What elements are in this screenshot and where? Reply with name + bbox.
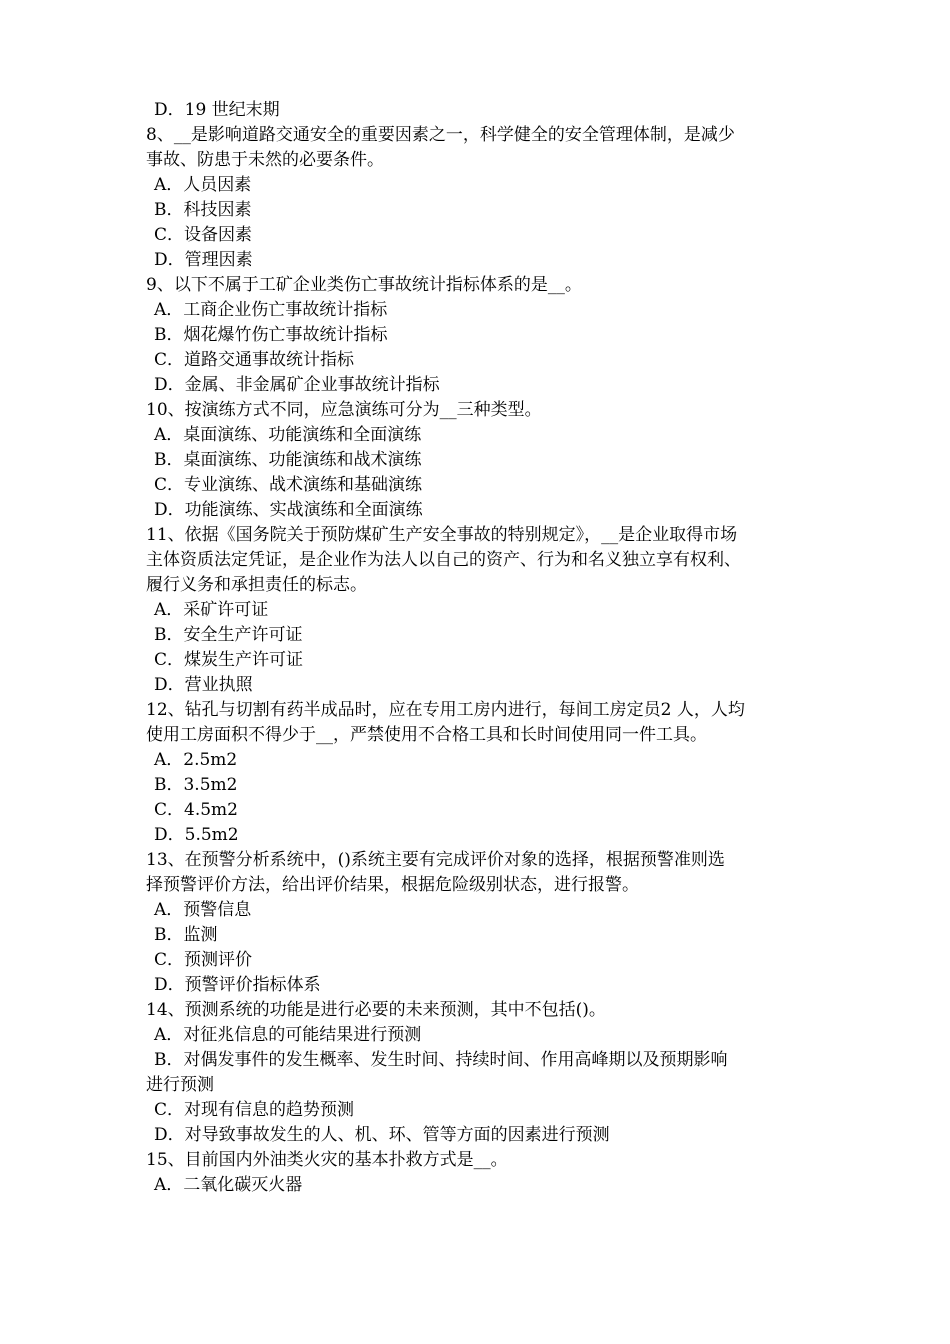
answer-option: B．科技因素 — [154, 200, 252, 220]
answer-option: A．2.5m2 — [154, 750, 238, 770]
answer-option: C．专业演练、战术演练和基础演练 — [154, 475, 423, 495]
question-text: 履行义务和承担责任的标志。 — [146, 575, 367, 595]
answer-option: D．预警评价指标体系 — [154, 975, 321, 995]
question-text: 择预警评价方法，给出评价结果，根据危险级别状态，进行报警。 — [146, 875, 639, 895]
answer-option: C．对现有信息的趋势预测 — [154, 1100, 355, 1120]
answer-option: D．5.5m2 — [154, 825, 239, 845]
question-text: 12、钻孔与切割有药半成品时，应在专用工房内进行，每间工房定员2 人，人均 — [146, 700, 745, 720]
answer-option: D．对导致事故发生的人、机、环、管等方面的因素进行预测 — [154, 1125, 610, 1145]
question-text: 8、__是影响道路交通安全的重要因素之一，科学健全的安全管理体制，是减少 — [146, 125, 735, 145]
answer-option: A．桌面演练、功能演练和全面演练 — [154, 425, 422, 445]
answer-option: A．采矿许可证 — [154, 600, 269, 620]
answer-option: B．烟花爆竹伤亡事故统计指标 — [154, 325, 388, 345]
answer-option: B．3.5m2 — [154, 775, 238, 795]
document-page — [146, 98, 816, 1198]
question-text: 9、以下不属于工矿企业类伤亡事故统计指标体系的是__。 — [146, 275, 582, 295]
question-text: 13、在预警分析系统中，()系统主要有完成评价对象的选择，根据预警准则选 — [146, 850, 725, 870]
answer-option: D．营业执照 — [154, 675, 253, 695]
answer-option: B．安全生产许可证 — [154, 625, 303, 645]
question-text: 11、依据《国务院关于预防煤矿生产安全事故的特别规定》，__是企业取得市场 — [146, 525, 738, 545]
answer-option: B．监测 — [154, 925, 218, 945]
answer-option: A．工商企业伤亡事故统计指标 — [154, 300, 388, 320]
answer-option: D．金属、非金属矿企业事故统计指标 — [154, 375, 440, 395]
answer-option: C．预测评价 — [154, 950, 253, 970]
answer-option: C．4.5m2 — [154, 800, 238, 820]
answer-option: A．预警信息 — [154, 900, 252, 920]
answer-option: C．道路交通事故统计指标 — [154, 350, 355, 370]
question-text: 进行预测 — [146, 1075, 214, 1095]
answer-option: A．对征兆信息的可能结果进行预测 — [154, 1025, 422, 1045]
answer-option: A．人员因素 — [154, 175, 252, 195]
answer-option: C．设备因素 — [154, 225, 253, 245]
question-text: 15、目前国内外油类火灾的基本扑救方式是__。 — [146, 1150, 508, 1170]
question-text: 主体资质法定凭证，是企业作为法人以自己的资产、行为和名义独立享有权利、 — [146, 550, 741, 570]
question-text: 14、预测系统的功能是进行必要的未来预测，其中不包括()。 — [146, 1000, 606, 1020]
question-text: 使用工房面积不得少于__，严禁使用不合格工具和长时间使用同一件工具。 — [146, 725, 707, 745]
answer-option: D．19 世纪末期 — [154, 100, 280, 120]
answer-option: C．煤炭生产许可证 — [154, 650, 304, 670]
question-text: 10、按演练方式不同，应急演练可分为__三种类型。 — [146, 400, 542, 420]
answer-option: D．管理因素 — [154, 250, 253, 270]
question-text: 事故、防患于未然的必要条件。 — [146, 150, 384, 170]
answer-option: B．对偶发事件的发生概率、发生时间、持续时间、作用高峰期以及预期影响 — [154, 1050, 728, 1070]
answer-option: B．桌面演练、功能演练和战术演练 — [154, 450, 422, 470]
answer-option: A．二氧化碳灭火器 — [154, 1175, 303, 1195]
answer-option: D．功能演练、实战演练和全面演练 — [154, 500, 423, 520]
